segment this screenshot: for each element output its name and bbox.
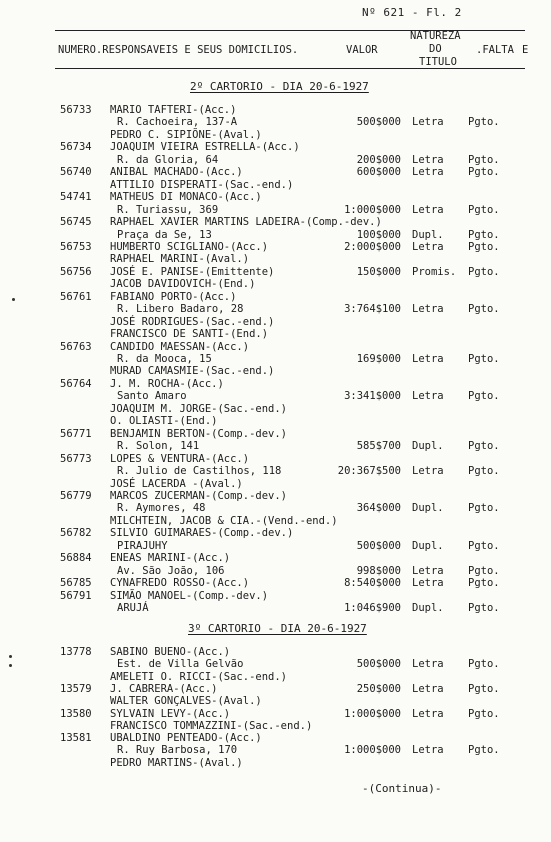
entry-row [0,104,551,117]
header-falta-e: E [522,44,529,56]
entry-valor: 100$000 [356,228,401,241]
entry-natureza: Letra [412,577,444,590]
entry-natureza: Letra [412,744,444,757]
entry-name: Santo Amaro [117,390,187,403]
entry-natureza: Promis. [412,265,457,278]
entry-number: 56782 [60,527,92,540]
entry-name: FRANCISCO TOMMAZZINI-(Sac.-end.) [110,719,313,732]
entry-name: MARIO TAFTERI-(Acc.) [110,104,237,116]
section-title-3-cartorio: 3º CARTORIO - DIA 20-6-1927 [188,622,367,635]
entry-name: HUMBERTO SCIGLIANO-(Acc.) [110,240,269,253]
entry-row [0,378,551,391]
entry-number: 56761 [60,290,92,303]
entry-falta: Pgto. [468,658,500,671]
entry-valor: 1:046$900 [344,602,401,614]
entry-valor: 998$000 [356,564,401,577]
entry-valor: 250$000 [356,682,401,695]
entry-row [0,453,551,466]
entry-number: 13778 [60,646,92,658]
entry-name: ANIBAL MACHADO-(Acc.) [110,166,243,179]
entry-name: CYNAFREDO ROSSO-(Acc.) [110,577,250,590]
entry-name: SYLVAIN LEVY-(Acc.) [110,707,231,720]
entry-row [0,216,551,229]
entry-row [0,744,551,757]
entry-row [0,129,551,142]
entry-row [0,695,551,708]
entry-row [0,683,551,696]
entry-row [0,415,551,428]
entry-natureza: Letra [412,390,444,403]
entry-number: 56771 [60,427,92,440]
entry-number: 56734 [60,141,92,154]
entry-natureza: Letra [412,564,444,577]
entry-row [0,179,551,192]
entry-row [0,577,551,590]
entry-row [0,478,551,491]
entry-falta: Pgto. [468,228,500,241]
entry-number: 56753 [60,240,92,253]
entry-row [0,116,551,129]
entry-name: R. Solon, 141 [117,440,200,453]
entry-name: MURAD CAMASMIE-(Sac.-end.) [110,365,275,378]
entry-natureza: Letra [412,682,444,695]
entry-row [0,502,551,515]
entry-row [0,191,551,204]
entry-row [0,720,551,733]
entry-natureza: Letra [412,240,444,253]
entry-falta: Pgto. [468,153,500,166]
margin-mark [12,298,15,301]
entry-valor: 200$000 [356,153,401,166]
entry-falta: Pgto. [468,116,500,129]
entry-name: FABIANO PORTO-(Acc.) [110,290,237,303]
entry-name: UBALDINO PENTEADO-(Acc.) [110,732,262,745]
entry-natureza: Dupl. [412,228,444,241]
entry-falta: Pgto. [468,602,500,614]
entry-row [0,291,551,304]
entry-number: 56733 [60,104,92,116]
entry-name: PEDRO C. SIPIÕNE-(Aval.) [110,128,262,141]
entry-natureza: Letra [412,707,444,720]
entry-number: 13581 [60,732,92,745]
header-valor: VALOR [346,44,378,56]
entry-name: ARUJÁ [117,602,149,614]
entry-falta: Pgto. [468,166,500,179]
entry-row [0,490,551,503]
entry-valor: 8:540$000 [344,577,401,590]
entry-row [0,204,551,217]
entry-name: JOSÉ RODRIGUES-(Sac.-end.) [110,315,275,328]
entry-row [0,266,551,279]
entry-row [0,241,551,254]
header-do: DO [429,43,442,55]
entry-natureza: Letra [412,166,444,179]
entry-natureza: Dupl. [412,539,444,552]
entry-number: 13579 [60,682,92,695]
entry-row [0,328,551,341]
entry-natureza: Letra [412,353,444,365]
entry-valor: 500$000 [356,658,401,671]
entry-name: Praça da Se, 13 [117,228,212,241]
entry-falta: Pgto. [468,353,500,365]
entry-name: BENJAMIN BERTON-(Comp.-dev.) [110,427,288,440]
entry-row [0,390,551,403]
entry-valor: 1:000$000 [344,203,401,216]
entry-natureza: Letra [412,658,444,671]
entry-name: JACOB DAVIDOVICH-(End.) [110,278,256,291]
entry-number: 56764 [60,377,92,390]
entry-name: AMELETI O. RICCI-(Sac.-end.) [110,670,288,683]
entry-name: JOSÉ LACERDA -(Aval.) [110,477,243,490]
entry-name: RAPHAEL XAVIER MARTINS LADEIRA-(Comp.-dev.) [110,216,382,229]
entry-valor: 20:367$500 [337,465,401,478]
entry-valor: 1:000$000 [344,744,401,757]
entry-name: ATTILIO DISPERATI-(Sac.-end.) [110,178,294,191]
entry-name: JOAQUIM VIEIRA ESTRELLA-(Acc.) [110,141,300,154]
entry-falta: Pgto. [468,265,500,278]
entry-name: PEDRO MARTINS-(Aval.) [110,756,243,769]
entry-name: Est. de Villa Gelvão [117,658,244,671]
entry-natureza: Letra [412,116,444,129]
header-natureza: NATUREZA [410,30,461,42]
entry-row [0,253,551,266]
entry-name: MATHEUS DI MONACO-(Acc.) [110,191,262,204]
entry-name: J. CABRERA-(Acc.) [110,682,218,695]
entry-falta: Pgto. [468,744,500,757]
entry-row [0,440,551,453]
section-title-2-cartorio: 2º CARTORIO - DIA 20-6-1927 [190,80,369,93]
entry-valor: 1:000$000 [344,707,401,720]
entry-row [0,602,551,615]
entry-falta: Pgto. [468,539,500,552]
entry-number: 13580 [60,707,92,720]
entry-row [0,732,551,745]
entry-number: 56773 [60,452,92,465]
entry-name: MILCHTEIN, JACOB & CIA.-(Vend.-end.) [110,514,338,527]
entry-number: 54741 [60,191,92,204]
entry-number: 56740 [60,166,92,179]
entry-number: 56763 [60,340,92,353]
margin-mark [9,655,12,658]
entry-valor: 500$000 [356,116,401,129]
entry-name: J. M. ROCHA-(Acc.) [110,377,224,390]
header-bottom-rule [55,68,525,69]
entry-row [0,353,551,366]
entry-row [0,671,551,684]
entry-name: SILVIO GUIMARAES-(Comp.-dev.) [110,527,294,540]
header-numero-responsaveis: NUMERO.RESPONSAVEIS E SEUS DOMICILIOS. [58,44,299,56]
entry-valor: 600$000 [356,166,401,179]
header-top-rule [55,30,525,31]
entry-falta: Pgto. [468,240,500,253]
column-header [0,30,551,70]
entry-row [0,365,551,378]
entry-name: O. OLIASTI-(End.) [110,415,218,428]
entry-valor: 2:000$000 [344,240,401,253]
entry-row [0,316,551,329]
entry-number: 56791 [60,589,92,602]
entry-name: FRANCISCO DE SANTI-(End.) [110,328,269,341]
entry-row [0,465,551,478]
entry-name: R. Cachoeira, 137-A [117,116,238,129]
entry-natureza: Dupl. [412,602,444,614]
entry-name: R. da Gloria, 64 [117,153,219,166]
entry-natureza: Letra [412,303,444,316]
page-number: Nº 621 - Fl. 2 [362,6,462,19]
entry-name: JOSÉ E. PANISE-(Emittente) [110,265,275,278]
entry-falta: Pgto. [468,707,500,720]
entry-row [0,565,551,578]
entry-name: Av. São João, 106 [117,564,225,577]
entry-row [0,658,551,671]
entry-falta: Pgto. [468,564,500,577]
entry-valor: 169$000 [356,353,401,365]
entry-valor: 3:764$100 [344,303,401,316]
entry-row [0,757,551,770]
entry-name: SABINO BUENO-(Acc.) [110,646,231,658]
entry-row [0,141,551,154]
entry-row [0,341,551,354]
entry-valor: 585$700 [356,440,401,453]
entry-number: 56745 [60,216,92,229]
entry-falta: Pgto. [468,203,500,216]
entry-name: SIMÃO MANOEL-(Comp.-dev.) [110,589,269,602]
margin-mark [9,664,12,667]
entry-row [0,590,551,603]
entry-name: WALTER GONÇALVES-(Aval.) [110,695,262,708]
entry-name: LOPES & VENTURA-(Acc.) [110,452,250,465]
entry-name: ENEAS MARINI-(Acc.) [110,552,231,565]
entry-falta: Pgto. [468,465,500,478]
entry-falta: Pgto. [468,502,500,515]
entry-row [0,515,551,528]
entry-natureza: Dupl. [412,502,444,515]
entry-falta: Pgto. [468,390,500,403]
entry-name: R. Libero Badaro, 28 [117,303,244,316]
entry-row [0,303,551,316]
entry-natureza: Dupl. [412,440,444,453]
entry-valor: 3:341$000 [344,390,401,403]
entry-natureza: Letra [412,153,444,166]
entry-number: 56785 [60,577,92,590]
entry-name: R. Turiassu, 369 [117,203,219,216]
header-titulo: TITULO [419,56,457,68]
continua-note: -(Continua)- [362,782,442,795]
entry-name: JOAQUIM M. JORGE-(Sac.-end.) [110,402,288,415]
entry-name: PIRAJUHY [117,539,168,552]
entry-valor: 500$000 [356,539,401,552]
entry-number: 56779 [60,489,92,502]
entry-number: 56756 [60,265,92,278]
entry-name: RAPHAEL MARINI-(Aval.) [110,253,250,266]
entry-row [0,403,551,416]
entry-number: 56884 [60,552,92,565]
entry-name: R. da Mooca, 15 [117,353,212,365]
entry-row [0,646,551,659]
entry-row [0,166,551,179]
entry-row [0,708,551,721]
entry-name: MARCOS ZUCERMAN-(Comp.-dev.) [110,489,288,502]
entry-natureza: Letra [412,203,444,216]
entry-row [0,428,551,441]
entry-name: R. Julio de Castilhos, 118 [117,465,282,478]
entry-row [0,527,551,540]
entry-valor: 150$000 [356,265,401,278]
entry-valor: 364$000 [356,502,401,515]
entry-natureza: Letra [412,465,444,478]
entry-name: CANDIDO MAESSAN-(Acc.) [110,340,250,353]
entry-row [0,540,551,553]
entry-name: R. Ruy Barbosa, 170 [117,744,238,757]
entry-falta: Pgto. [468,682,500,695]
entry-falta: Pgto. [468,577,500,590]
header-falta: .FALTA [476,44,514,56]
entry-falta: Pgto. [468,303,500,316]
entry-row [0,278,551,291]
entry-name: R. Aymores, 48 [117,502,206,515]
entry-falta: Pgto. [468,440,500,453]
entry-row [0,552,551,565]
entry-row [0,229,551,242]
entry-row [0,154,551,167]
